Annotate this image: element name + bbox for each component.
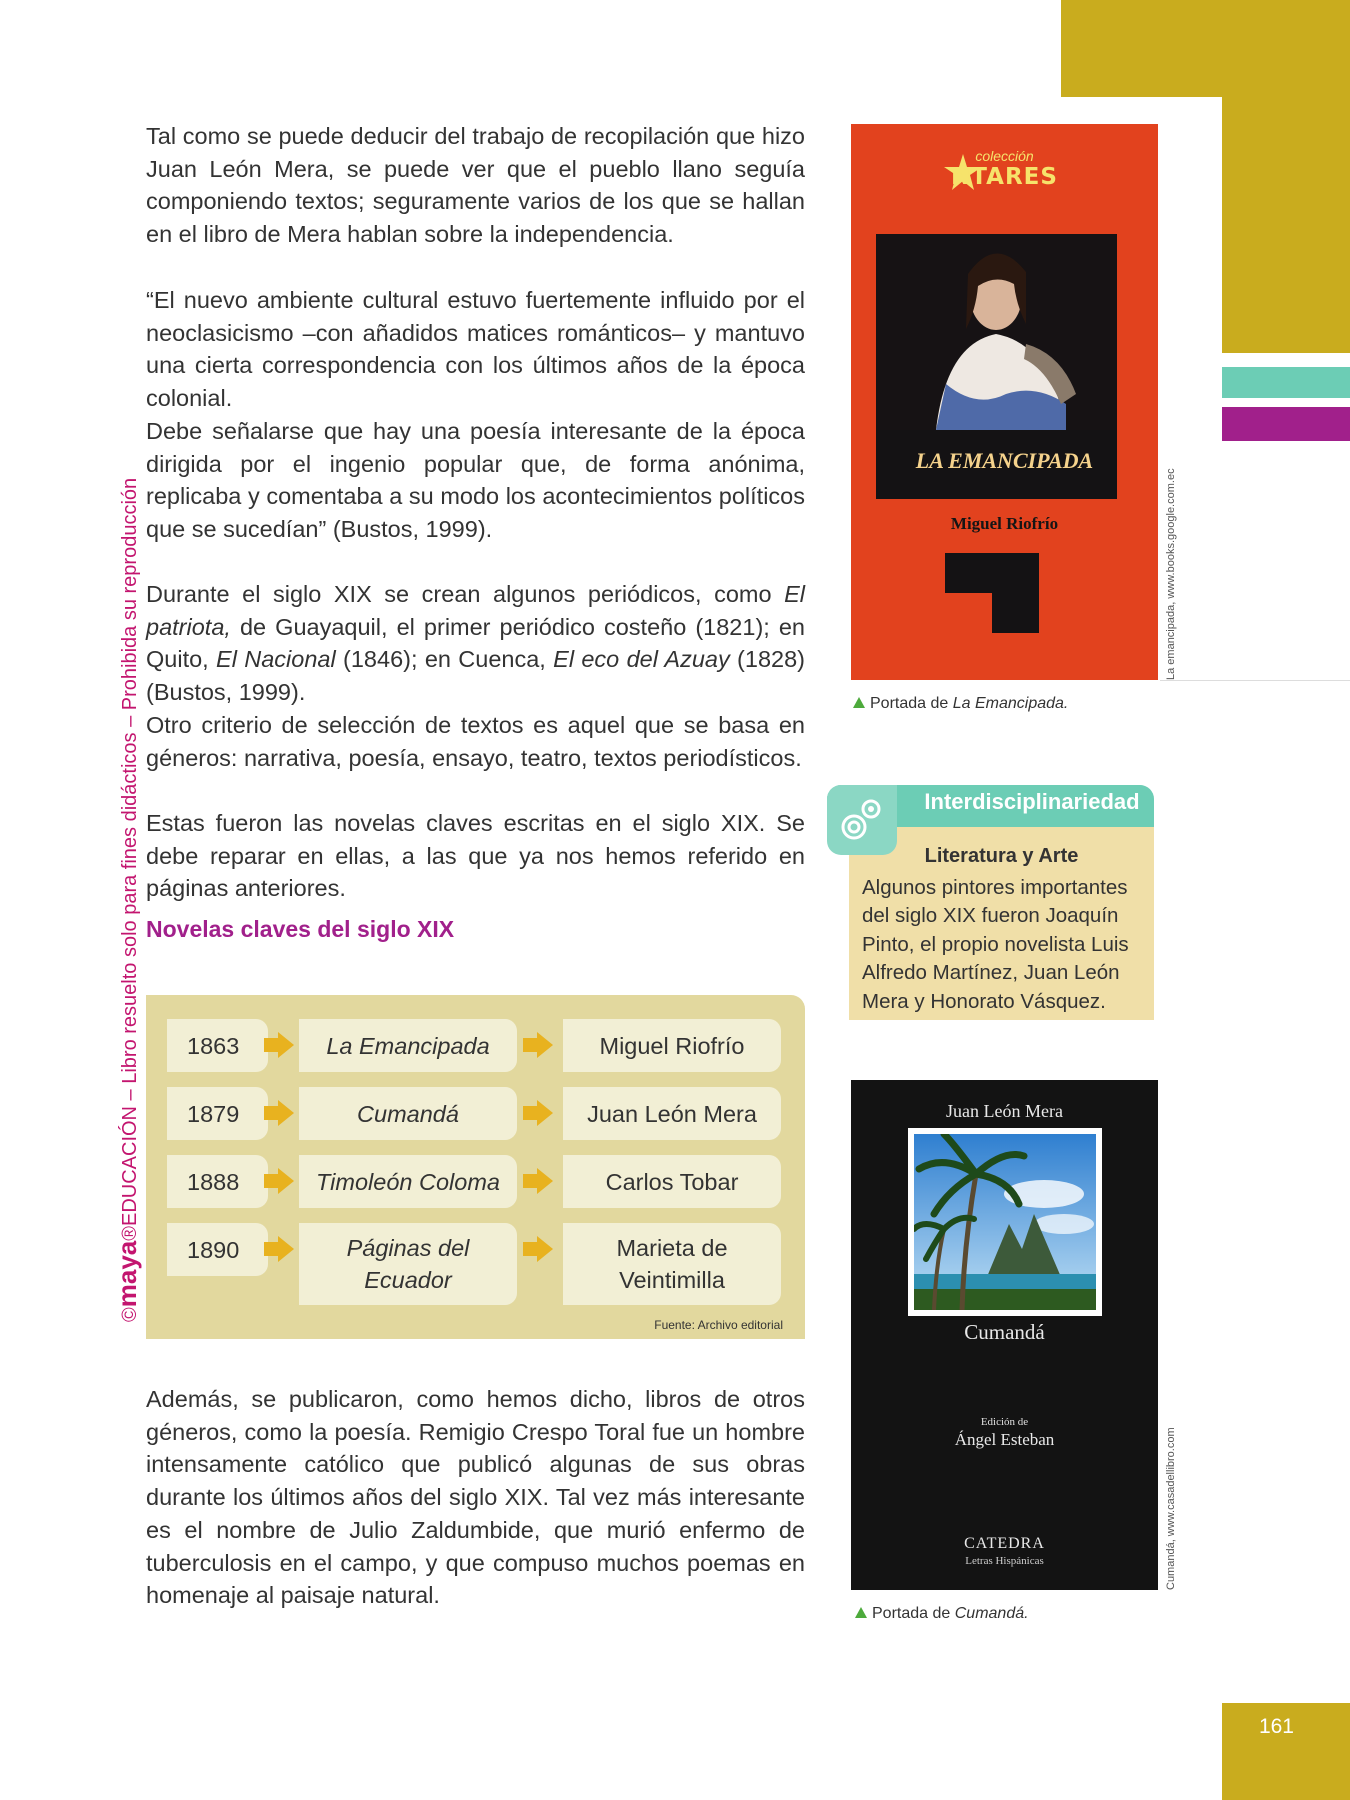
collection-logo: NTARES — [951, 164, 1058, 190]
timeline-year: 1879 — [167, 1087, 268, 1140]
arrow-right-icon — [523, 1032, 553, 1058]
timeline-author: Miguel Riofrío — [563, 1019, 781, 1072]
divider — [1160, 680, 1350, 681]
paragraph-2: “El nuevo ambiente cultural estuvo fuertemente influido por el neoclasicismo –con añadidos matices románticos– y mantuvo una cierta correspondencia con los últimos años de la época colonial. — [146, 287, 805, 412]
cover-photo-frame — [908, 1128, 1102, 1316]
brand-logo-text: maya — [112, 1240, 142, 1308]
caption-title: Cumandá. — [954, 1605, 1029, 1622]
paragraph-3: Debe señalarse que hay una poesía interesante de la época dirigida por el ingenio popular que, de forma anónima, replicaba y comentaba a su modo los acontecimientos políticos que se sucedían” (Bustos, 1999). — [146, 418, 805, 543]
figure-caption — [853, 695, 1068, 713]
newspaper-name: El eco del Azuay — [553, 646, 730, 673]
paragraph-6: Estas fueron las novelas claves escritas en el siglo XIX. Se debe reparar en ellas, a las que ya nos hemos referido en páginas anteriores. — [146, 810, 805, 902]
interdisciplinary-subtitle: Literatura y Arte — [924, 845, 1079, 867]
cover-portrait-image — [876, 234, 1117, 430]
caption-title: La Emancipada. — [952, 695, 1069, 712]
cover-title: LA EMANCIPADA — [915, 448, 1094, 473]
cover-photo — [914, 1134, 1096, 1310]
page-number: 161 — [1258, 1715, 1294, 1738]
text-run: (1828) (Bustos, 1999). — [146, 646, 805, 706]
timeline-year: 1888 — [167, 1155, 268, 1208]
timeline-source: Fuente: Archivo editorial — [654, 1318, 783, 1332]
timeline-novel-title: Páginas del Ecuador — [299, 1223, 517, 1305]
text-run: de Guayaquil, el primer periódico costeño (1821); en Quito, — [146, 613, 805, 673]
magenta-strip — [1222, 407, 1350, 441]
cover-square — [945, 553, 1039, 593]
newspaper-name: El patriota, — [146, 581, 805, 640]
arrow-right-icon — [264, 1032, 294, 1058]
corner-decoration-top — [1061, 0, 1350, 97]
timeline-author: Carlos Tobar — [563, 1155, 781, 1208]
image-credit: La emancipada, www.books.google.com.ec — [1165, 468, 1177, 680]
cover-series: Letras Hispánicas — [965, 1555, 1044, 1567]
timeline-year: 1863 — [167, 1019, 268, 1072]
palm-landscape-illustration — [914, 1134, 1096, 1310]
cover-author: Miguel Riofrío — [950, 514, 1059, 533]
portrait-illustration — [876, 234, 1117, 430]
timeline-author: Juan León Mera — [563, 1087, 781, 1140]
paragraph-4 — [146, 578, 805, 709]
copyright-symbol: © — [119, 1307, 141, 1322]
book-cover-cumanda — [851, 1080, 1158, 1590]
caption-text: Portada de — [872, 1605, 955, 1622]
copyright-text: ®EDUCACIÓN – Libro resuelto solo para fines didácticos – Prohibida su reproducción — [119, 477, 141, 1241]
cover-editor: Ángel Esteban — [954, 1430, 1055, 1449]
interdisciplinary-title: Interdisciplinariedad — [924, 789, 1140, 814]
newspaper-name: El Nacional — [216, 646, 336, 673]
interdisciplinary-text: Algunos pintores importantes del siglo XIX fueron Joaquín Pinto, el propio novelista Luis Alfredo Martínez, Juan León Mera y Honorato Vásquez. — [862, 876, 1129, 1013]
collection-label: colección — [975, 148, 1034, 164]
book-cover-la-emancipada — [851, 124, 1158, 680]
text-run: (1846); en Cuenca, — [335, 646, 554, 673]
image-credit: Cumandá, www.casadellibro.com — [1165, 1427, 1177, 1590]
arrow-right-icon — [523, 1236, 553, 1262]
cover-publisher: CATEDRA — [964, 1535, 1045, 1552]
figure-caption — [855, 1605, 1029, 1623]
timeline-novel-title: Timoleón Coloma — [299, 1155, 517, 1208]
arrow-right-icon — [523, 1168, 553, 1194]
arrow-right-icon — [264, 1100, 294, 1126]
section-title: Novelas claves del siglo XIX — [146, 916, 455, 942]
triangle-icon — [855, 1607, 867, 1618]
timeline-novel-title: La Emancipada — [299, 1019, 517, 1072]
cover-square — [945, 633, 1039, 680]
triangle-icon — [853, 697, 865, 708]
arrow-right-icon — [264, 1236, 294, 1262]
copyright-side-note — [112, 478, 143, 1322]
cover-title: Cumandá — [964, 1320, 1045, 1344]
teal-strip — [1222, 367, 1350, 398]
caption-text: Portada de — [870, 695, 953, 712]
cover-edition-label: Edición de — [980, 1416, 1029, 1428]
arrow-right-icon — [523, 1100, 553, 1126]
cover-square — [898, 593, 945, 633]
arrow-right-icon — [264, 1168, 294, 1194]
paragraph-1: Tal como se puede deducir del trabajo de recopilación que hizo Juan León Mera, se puede ver que el pueblo llano seguía componiendo textos; seguramente varios de los que se hallan en el libro de Mera hablan sobre la independencia. — [146, 123, 805, 248]
timeline-author: Marieta de Veintimilla — [563, 1223, 781, 1305]
cover-author: Juan León Mera — [946, 1101, 1063, 1121]
paragraph-5: Otro criterio de selección de textos es aquel que se basa en géneros: narrativa, poesía, ensayo, teatro, textos periodísticos. — [146, 712, 805, 771]
cover-square — [992, 593, 1039, 633]
timeline-novel-title: Cumandá — [299, 1087, 517, 1140]
cover-square — [945, 593, 992, 633]
novels-timeline — [146, 995, 805, 1339]
corner-decoration-right — [1222, 97, 1350, 353]
paragraph-7: Además, se publicaron, como hemos dicho, libros de otros géneros, como la poesía. Remigio Crespo Toral fue un hombre intensamente católico que publicó algunas de sus obras durante los últimos años del siglo XIX. Tal vez más interesante es el nombre de Julio Zaldumbide, que murió enfermo de tuberculosis en el campo, y que compuso muchos poemas en homenaje al paisaje natural. — [146, 1386, 805, 1609]
text-run: Durante el siglo XIX se crean algunos periódicos, como — [146, 581, 785, 607]
timeline-year: 1890 — [167, 1223, 268, 1276]
